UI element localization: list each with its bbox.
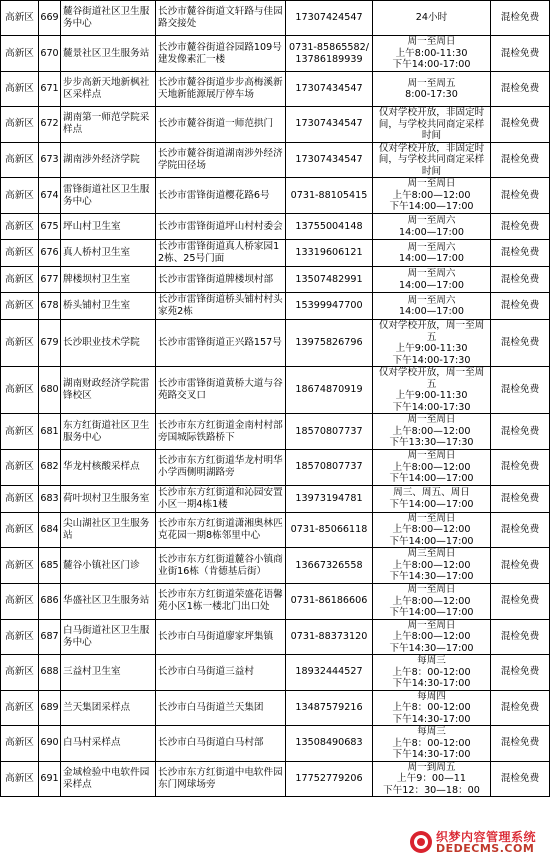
service-cell: 混检免费 [491,414,550,450]
hours-line: 仅对学校开放，周一至周五 [378,367,485,390]
hours-line: 8:00-17:30 [405,89,458,100]
table-row [1,655,550,691]
district-cell: 高新区 [1,1,39,36]
address-cell: 长沙市麓谷街道步步高梅溪新天地新能源展厅停车场 [156,72,286,107]
hours-cell [373,267,491,293]
site-name-cell: 华龙村核酸采样点 [61,450,156,486]
service-cell: 混检免费 [491,761,550,797]
hours-cell [373,655,491,691]
hours-line: 周一至周日 [407,414,456,426]
site-name-cell: 桥头铺村卫生室 [61,293,156,320]
number-cell: 686 [39,584,61,620]
hours-line: 周一至周日 [407,584,456,595]
district-cell: 高新区 [1,761,39,797]
hours-cell [373,367,491,414]
table-row [1,320,550,367]
district-cell: 高新区 [1,214,39,240]
table-row [1,367,550,414]
hours-cell [373,107,491,143]
hours-cell [373,178,491,214]
hours-line: 每周四 [417,690,446,702]
hours-line: 周三、周五、周日 [393,487,470,498]
district-cell: 高新区 [1,72,39,107]
hours-line: 周一至周日 [407,512,456,524]
hours-cell [373,142,491,178]
hours-line: 周一至周日 [407,450,456,461]
number-cell: 677 [39,267,61,293]
hours-line: 上午8:00-11:30 [395,47,468,59]
hours-line: 每周三 [417,655,446,666]
phone-cell: 18932444527 [286,655,373,691]
hours-cell [373,320,491,367]
hours-line: 周一到周五 [407,761,456,773]
address-cell: 长沙市东方红街道金南村村部旁国城际铁路桥下 [156,414,286,450]
district-cell: 高新区 [1,178,39,214]
hours-line: 周一至周六 [407,268,456,279]
address-cell: 长沙市东方红街道麓谷小镇商业街16栋（肯德基后街） [156,548,286,584]
hours-line: 每周三 [417,726,446,737]
service-cell: 混检免费 [491,584,550,620]
site-name-cell: 麓谷街道社区卫生服务中心 [61,1,156,36]
service-cell: 混检免费 [491,107,550,143]
phone-cell: 18674870919 [286,367,373,414]
service-cell: 混检免费 [491,450,550,486]
hours-cell [373,690,491,726]
service-cell: 混检免费 [491,690,550,726]
district-cell: 高新区 [1,293,39,320]
hours-line: 14:00—17:00 [399,253,464,264]
hours-cell [373,450,491,486]
site-name-cell: 湖南财政经济学院雷锋校区 [61,367,156,414]
table-row [1,214,550,240]
hours-line: 上午8:00—12:00 [392,631,471,642]
table-row [1,267,550,293]
hours-line: 仅对学校开放，非固定时间，与学校共同商定采样时间 [378,107,485,141]
district-cell: 高新区 [1,107,39,143]
service-cell: 混检免费 [491,485,550,512]
table-row [1,584,550,620]
hours-line: 上午8:00—12:00 [392,559,471,571]
watermark-domain: DEDECMS.COM [436,842,535,855]
district-cell: 高新区 [1,485,39,512]
number-cell: 681 [39,414,61,450]
site-name-cell: 金域检验中电软件园采样点 [61,761,156,797]
district-cell: 高新区 [1,142,39,178]
district-cell: 高新区 [1,690,39,726]
phone-cell: 13975826796 [286,320,373,367]
phone-cell: 18570807737 [286,450,373,486]
phone-cell: 13667326558 [286,548,373,584]
hours-line: 下午14:00—17:00 [389,498,474,510]
address-cell: 长沙市雷锋街道正兴路157号 [156,320,286,367]
hours-cell [373,72,491,107]
address-cell: 长沙市雷锋街道真人桥家园12栋、25号门面 [156,240,286,267]
number-cell: 676 [39,240,61,267]
address-cell: 长沙市麓谷街道湖南涉外经济学院田径场 [156,142,286,178]
hours-line: 下午14:30—17:00 [389,642,474,654]
site-name-cell: 湖南涉外经济学院 [61,142,156,178]
phone-cell: 15399947700 [286,293,373,320]
number-cell: 673 [39,142,61,178]
address-cell: 长沙市东方红街道中电软件园东门网球场旁 [156,761,286,797]
service-cell: 混检免费 [491,142,550,178]
address-cell: 长沙市麓谷街道谷园路109号建发像素汇一楼 [156,36,286,72]
address-cell: 长沙市东方红街道和沁园安置小区一期4栋1楼 [156,485,286,512]
hours-line: 仅对学校开放，非固定时间，与学校共同商定采样时间 [378,142,485,177]
address-cell: 长沙市雷锋街道牌楼坝村部 [156,267,286,293]
phone-cell: 13507482991 [286,267,373,293]
table-row [1,485,550,512]
hours-line: 下午14:00-17:30 [392,354,471,366]
address-cell: 长沙市白马街道廖家坪集镇 [156,619,286,655]
hours-cell [373,1,491,36]
service-cell: 混检免费 [491,293,550,320]
number-cell: 670 [39,36,61,72]
district-cell: 高新区 [1,36,39,72]
number-cell: 672 [39,107,61,143]
hours-line: 14:00—17:00 [399,279,464,291]
number-cell: 675 [39,214,61,240]
hours-line: 下午14:30-17:00 [392,678,471,689]
district-cell: 高新区 [1,619,39,655]
site-name-cell: 坪山村卫生室 [61,214,156,240]
hours-line: 上午8：00-12:00 [392,702,471,713]
service-cell: 混检免费 [491,726,550,762]
phone-cell: 0731-88373120 [286,619,373,655]
service-cell: 混检免费 [491,367,550,414]
number-cell: 680 [39,367,61,414]
table-row [1,761,550,797]
service-cell: 混检免费 [491,655,550,691]
phone-cell: 13973194781 [286,485,373,512]
site-name-cell: 麓景社区卫生服务站 [61,36,156,72]
hours-cell [373,584,491,620]
dedecms-logo-icon [408,829,434,855]
phone-cell: 13487579216 [286,690,373,726]
phone-cell: 0731-85066118 [286,512,373,548]
number-cell: 690 [39,726,61,762]
hours-cell [373,36,491,72]
site-name-cell: 雷锋街道社区卫生服务中心 [61,178,156,214]
service-cell: 混检免费 [491,1,550,36]
service-cell: 混检免费 [491,36,550,72]
hours-cell [373,485,491,512]
hours-line: 下午12：30—18：00 [383,784,480,796]
service-cell: 混检免费 [491,548,550,584]
phone-cell: 17307434547 [286,72,373,107]
site-name-cell: 真人桥村卫生室 [61,240,156,267]
site-name-cell: 白马村采样点 [61,726,156,762]
service-cell: 混检免费 [491,320,550,367]
district-cell: 高新区 [1,512,39,548]
hours-line: 下午14:00-17:30 [392,401,471,413]
number-cell: 674 [39,178,61,214]
table-row [1,726,550,762]
hours-line: 下午14:00—17:00 [389,201,474,213]
hours-cell [373,240,491,267]
address-cell: 长沙市东方红街道荣盛花语馨苑小区1栋一楼北门出口处 [156,584,286,620]
watermark [406,827,548,857]
hours-line: 上午9:00-11:30 [395,390,468,401]
site-name-cell: 东方红街道社区卫生服务中心 [61,414,156,450]
address-cell: 长沙市雷锋街道樱花路6号 [156,178,286,214]
hours-line: 上午8:00—12:00 [392,189,471,201]
hours-cell [373,293,491,320]
hours-line: 下午14:00—17:00 [389,607,474,618]
table-row [1,178,550,214]
service-cell: 混检免费 [491,619,550,655]
hours-line: 上午8:00—12:00 [392,461,471,473]
district-cell: 高新区 [1,320,39,367]
district-cell: 高新区 [1,240,39,267]
phone-cell: 17307424547 [286,1,373,36]
phone-cell: 0731-85865582/13786189939 [286,36,373,72]
hours-line: 上午8:00—12:00 [392,425,471,437]
table-row [1,548,550,584]
table-body [1,1,550,797]
number-cell: 671 [39,72,61,107]
number-cell: 691 [39,761,61,797]
phone-cell: 13508490683 [286,726,373,762]
phone-cell: 13755004148 [286,214,373,240]
address-cell: 长沙市白马街道三益村 [156,655,286,691]
district-cell: 高新区 [1,655,39,691]
watermark-title: 织梦内容管理系统 [436,830,537,844]
hours-line: 上午8：00-12:00 [392,666,471,678]
service-cell: 混检免费 [491,214,550,240]
address-cell: 长沙市东方红街道华龙村明华小学西侧明湖路旁 [156,450,286,486]
hours-line: 周一至周六 [407,294,456,306]
hours-line: 下午14:30-17:00 [392,713,471,725]
site-name-cell: 湖南第一师范学院采样点 [61,107,156,143]
address-cell: 长沙市白马街道兰天集团 [156,690,286,726]
hours-line: 上午8：00-12:00 [392,737,471,749]
site-name-cell: 麓谷小镇社区门诊 [61,548,156,584]
table-row [1,690,550,726]
service-cell: 混检免费 [491,72,550,107]
service-cell: 混检免费 [491,240,550,267]
address-cell: 长沙市雷锋街道桥头铺村村头家苑2栋 [156,293,286,320]
site-name-cell: 长沙职业技术学院 [61,320,156,367]
phone-cell: 17752779206 [286,761,373,797]
site-name-cell: 牌楼坝村卫生室 [61,267,156,293]
hours-line: 下午14:00—17:00 [389,473,474,484]
address-cell: 长沙市东方红街道潇湘奥林匹克花园一期8栋邻里中心 [156,512,286,548]
table-row [1,293,550,320]
number-cell: 685 [39,548,61,584]
table-row [1,240,550,267]
number-cell: 682 [39,450,61,486]
site-name-cell: 白马街道社区卫生服务中心 [61,619,156,655]
table-row [1,414,550,450]
phone-cell: 0731-88105415 [286,178,373,214]
hours-cell [373,726,491,762]
hours-cell [373,548,491,584]
service-cell: 混检免费 [491,178,550,214]
address-cell: 长沙市雷锋街道黄桥大道与谷苑路交叉口 [156,367,286,414]
phone-cell: 17307434547 [286,107,373,143]
hours-line: 下午14:30-17:00 [392,749,471,760]
hours-line: 上午9:00-11:30 [395,343,468,354]
number-cell: 684 [39,512,61,548]
hours-line: 周一至周日 [407,36,456,48]
number-cell: 678 [39,293,61,320]
hours-line: 下午13:30—17:30 [389,437,474,449]
site-name-cell: 步步高新天地新枫社区采样点 [61,72,156,107]
hours-line: 周一至周五 [407,77,456,89]
hours-line: 周一至周日 [407,178,456,190]
hours-cell [373,512,491,548]
hours-line: 仅对学校开放，周一至周五 [378,320,485,343]
hours-cell [373,761,491,797]
address-cell: 长沙市麓谷街道一师范拱门 [156,107,286,143]
site-name-cell: 华盛社区卫生服务站 [61,584,156,620]
hours-line: 下午14:00-17:00 [392,59,471,71]
site-name-cell: 尖山湖社区卫生服务站 [61,512,156,548]
number-cell: 688 [39,655,61,691]
phone-cell: 17307434547 [286,142,373,178]
hours-line: 下午14:00—17:00 [389,535,474,547]
hours-line: 上午8:00—12:00 [392,524,471,535]
table-row [1,450,550,486]
hours-line: 14:00—17:00 [399,226,464,238]
district-cell: 高新区 [1,726,39,762]
hours-line: 周一至周日 [407,619,456,631]
hours-cell [373,414,491,450]
hours-line: 24小时 [415,12,448,24]
hours-line: 14:00—17:00 [399,306,464,317]
hours-line: 下午14:30—17:00 [389,571,474,583]
phone-cell: 18570807737 [286,414,373,450]
table-row [1,142,550,178]
hours-line: 周一至周六 [407,241,456,253]
hours-line: 上午9：00—11 [397,773,466,784]
district-cell: 高新区 [1,450,39,486]
phone-cell: 0731-86186606 [286,584,373,620]
service-cell: 混检免费 [491,512,550,548]
table-row [1,36,550,72]
site-name-cell: 荷叶坝村卫生服务室 [61,485,156,512]
district-cell: 高新区 [1,267,39,293]
table-row [1,512,550,548]
table-row [1,1,550,36]
address-cell: 长沙市白马街道白马村部 [156,726,286,762]
district-cell: 高新区 [1,367,39,414]
address-cell: 长沙市雷锋街道坪山村村委会 [156,214,286,240]
district-cell: 高新区 [1,414,39,450]
number-cell: 679 [39,320,61,367]
hours-line: 周一至周六 [407,215,456,226]
table-row [1,72,550,107]
table-row [1,619,550,655]
hours-line: 周三至周日 [407,548,456,560]
table-row [1,107,550,143]
district-cell: 高新区 [1,548,39,584]
hours-line: 上午8:00—12:00 [392,595,471,607]
number-cell: 669 [39,1,61,36]
site-name-cell: 三益村卫生室 [61,655,156,691]
number-cell: 683 [39,485,61,512]
address-cell: 长沙市麓谷街道文轩路与佳园路交接处 [156,1,286,36]
site-name-cell: 兰天集团采样点 [61,690,156,726]
service-cell: 混检免费 [491,267,550,293]
hours-cell [373,214,491,240]
number-cell: 689 [39,690,61,726]
phone-cell: 13319606121 [286,240,373,267]
hours-cell [373,619,491,655]
district-cell: 高新区 [1,584,39,620]
number-cell: 687 [39,619,61,655]
